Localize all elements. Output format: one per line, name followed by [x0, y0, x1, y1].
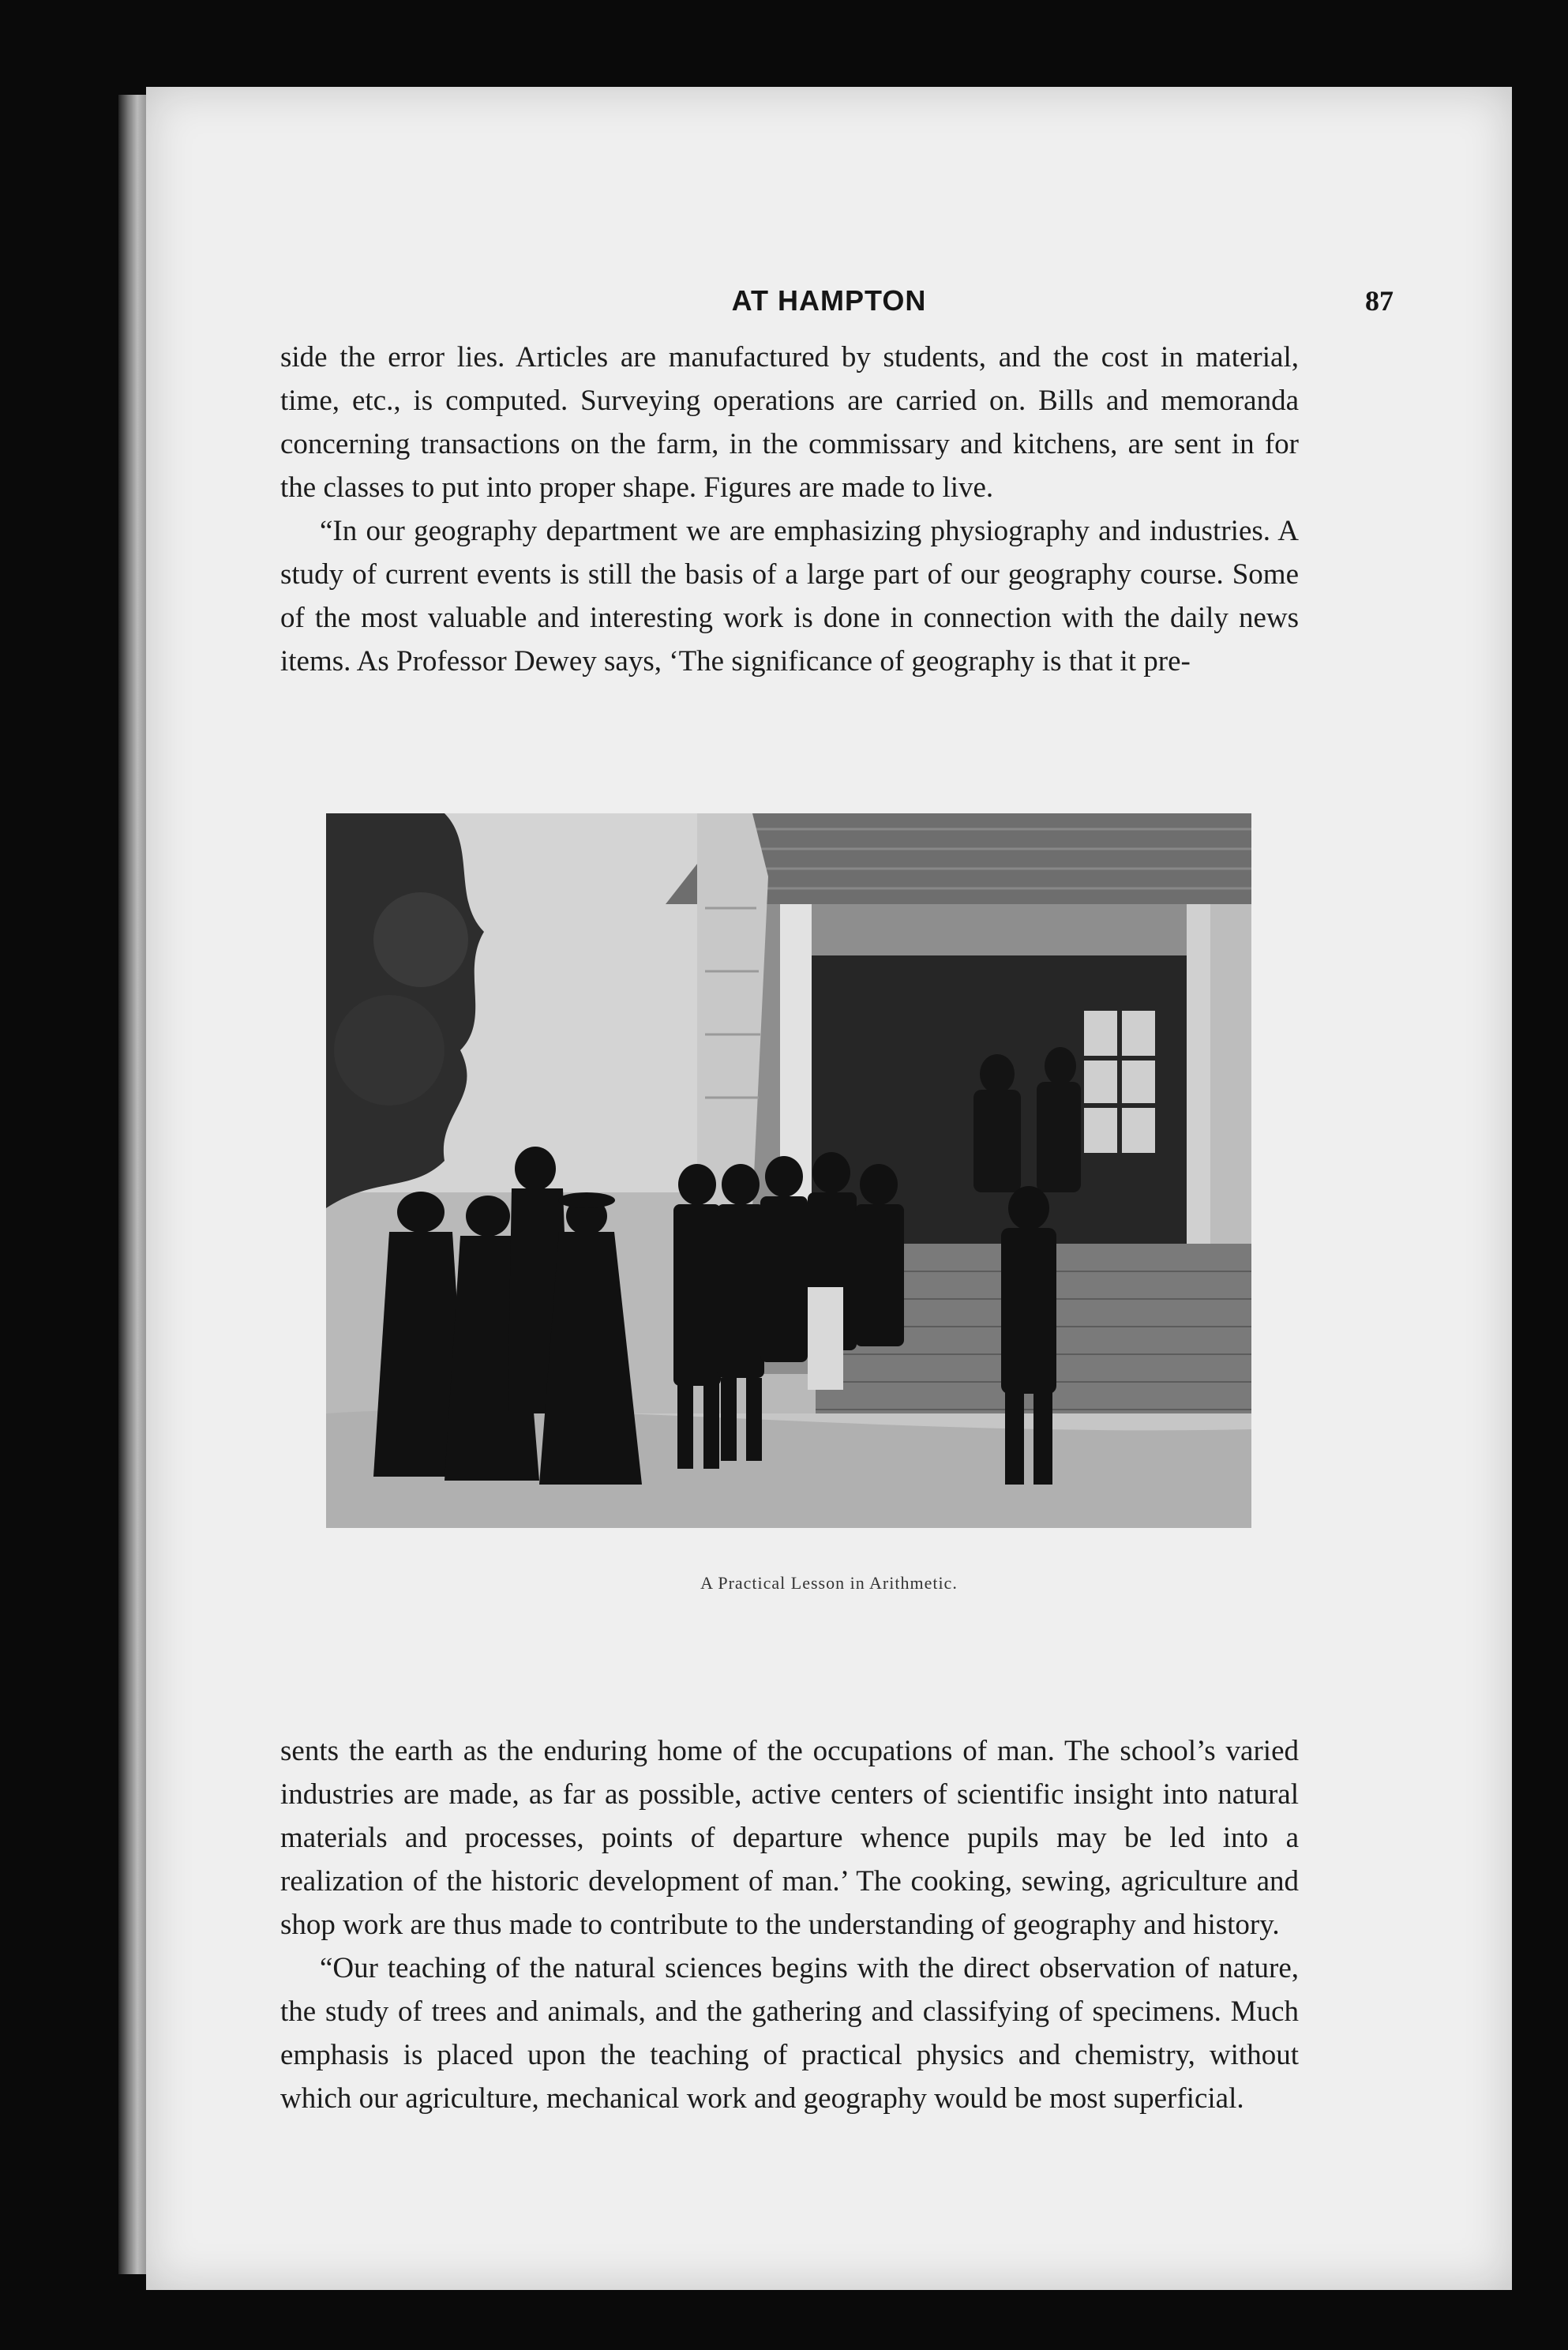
figure-photograph — [326, 813, 1251, 1528]
running-title: AT HAMPTON — [731, 284, 927, 317]
paragraph: “In our geography department we are emphasizing physiography and industries. A study of current events is still the basis of a large part of our geography course. Some of the most valuable and interesting work is done in connection with the daily news items. As Professor Dewey says, ‘The significance of geography is that it pre- — [280, 515, 1299, 678]
book-page — [146, 87, 1512, 2290]
paragraph: “Our teaching of the natural sciences begins with the direct observation of nature, the study of trees and animals, and the gathering and classifying of specimens. Much emphasis is placed upon the teaching of practical physics and chemistry, without which our agriculture, mechanical work and geography would be most superficial. — [280, 1952, 1299, 2115]
figure-caption: A Practical Lesson in Arithmetic. — [700, 1573, 958, 1593]
text-block-bottom — [280, 1729, 1299, 2120]
paragraph: side the error lies. Articles are manufactured by students, and the cost in material, time, etc., is computed. Surveying operations are carried on. Bills and memoranda concerning transactions on the farm, in the commissary and kitchens, are sent in for the classes to put into proper shape. Figures are made to live. — [280, 341, 1299, 504]
text-block-top — [280, 336, 1299, 683]
book-gutter-strip — [118, 95, 150, 2274]
page-number: 87 — [1365, 285, 1394, 317]
running-head — [146, 284, 1512, 332]
paragraph: sents the earth as the enduring home of the occupations of man. The school’s varied industries are made, as far as possible, active centers of scientific insight into natural materials and processes, points of departure whence pupils may be led into a realization of the historic development of man.’ The cooking, sewing, agriculture and shop work are thus made to contribute to the understanding of geography and history. — [280, 1735, 1299, 1941]
